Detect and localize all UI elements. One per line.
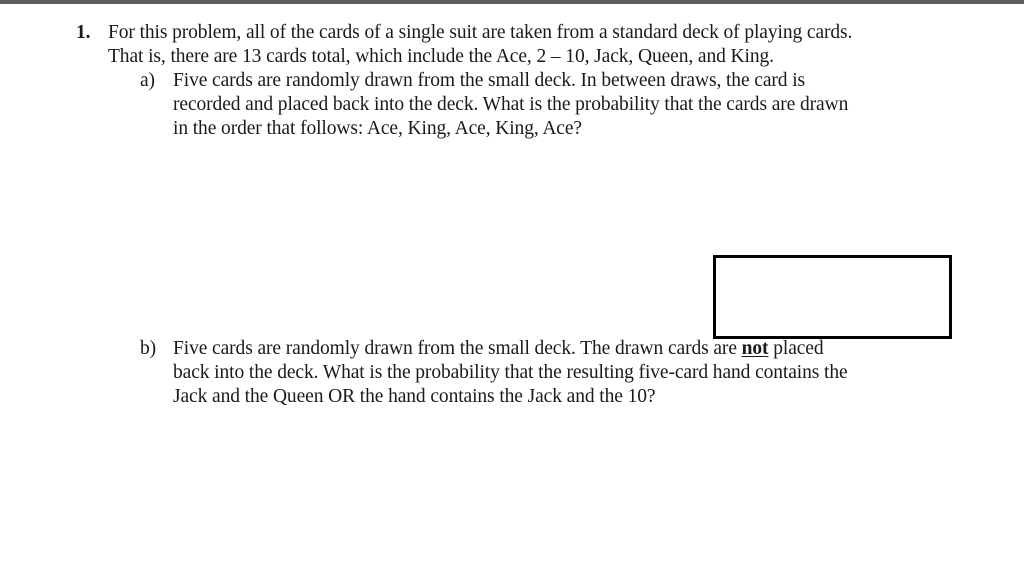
part-b-line-3: Jack and the Queen OR the hand contains the Jack and the 10? (173, 386, 656, 407)
part-a-line-3: in the order that follows: Ace, King, Ace, King, Ace? (173, 118, 582, 139)
part-b-line-1-end: placed (768, 338, 824, 359)
part-a-line-2: recorded and placed back into the deck. What is the probability that the cards are drawn (173, 94, 849, 115)
top-rule (0, 0, 1024, 4)
part-b-label: b) (140, 338, 157, 359)
part-b-line-2: back into the deck. What is the probability that the resulting five-card hand contains the (173, 362, 848, 383)
problem-number (76, 21, 90, 45)
part-b-line-1-start: Five cards are randomly drawn from the small deck. The drawn cards are (173, 338, 742, 359)
problem-intro-line-1: For this problem, all of the cards of a single suit are taken from a standard deck of playing cards. (108, 22, 853, 43)
emphasis-not: not (741, 338, 769, 359)
part-a-line-1: Five cards are randomly drawn from the small deck. In between draws, the card is (173, 70, 806, 91)
problem-number-label: 1. (76, 22, 91, 43)
problem-intro-line-2: That is, there are 13 cards total, which include the Ace, 2 – 10, Jack, Queen, and King. (108, 46, 774, 67)
answer-box[interactable] (713, 255, 952, 339)
part-a-label: a) (140, 70, 155, 91)
part-b-line-1 (173, 337, 824, 361)
